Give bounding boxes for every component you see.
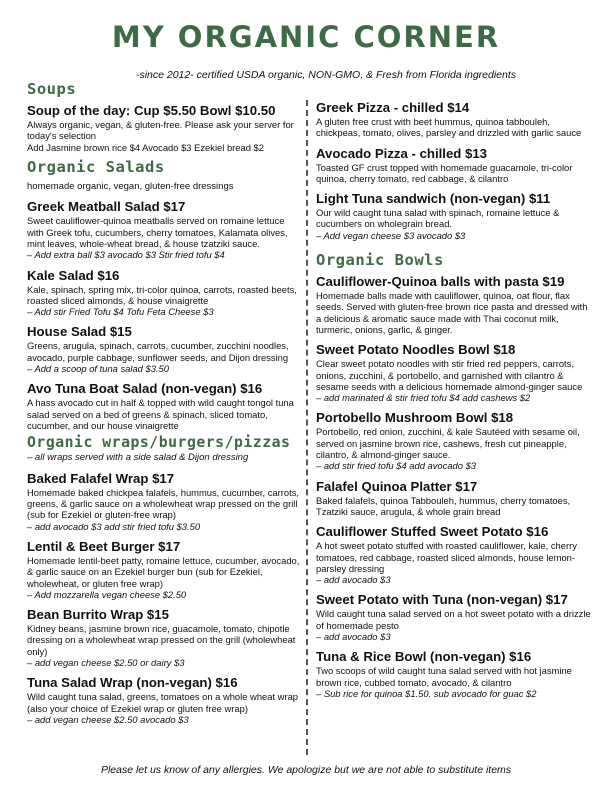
item-desc: Two scoops of wild caught tuna salad served with hot jasmine brown rice, cubbed tomato, avocado, & cilantro (316, 665, 572, 688)
menu-item (27, 471, 300, 532)
item-extra: – Sub rice for quinoa $1.50. sub avocado for guac $2 (316, 687, 537, 699)
item-name: Greek Meatball Salad $17 (27, 199, 186, 215)
menu-item (27, 103, 300, 153)
allergy-footer: Please let us know of any allergies. We apologize but we are not able to substitute items (100, 764, 512, 776)
menu-item (27, 324, 300, 374)
item-extra: – Add stir Fried Tofu $4 Tofu Feta Cheese $3 (27, 306, 214, 318)
item-desc: Wild caught tuna salad, greens, tomatoes on a whole wheat wrap (also your choice of Ezekiel wrap or gluten free wrap) (27, 691, 298, 714)
menu-item (27, 199, 300, 260)
item-name: Tuna & Rice Bowl (non-vegan) $16 (316, 649, 532, 665)
item-desc: Homemade balls made with cauliflower, quinoa, oat flour, flax seeds. Served with gluten-free brown rice pasta and dressed with a delicious & aromatic sauce made with Thai coconut milk, turmeric, onions, garlic, & ginger. (316, 290, 588, 335)
menu-item (316, 342, 591, 403)
item-desc: Our wild caught tuna salad with spinach, romaine lettuce & cucumbers on wholegrain bread. (316, 207, 560, 230)
menu-item (27, 268, 300, 318)
item-extra: – Add extra ball $3 avocado $3 Stir fried tofu $4 (27, 249, 225, 261)
item-name: House Salad $15 (27, 324, 132, 340)
item-name: Cauliflower-Quinoa balls with pasta $19 (316, 274, 565, 290)
item-desc: A gluten free crust with beet hummus, quinoa tabbouleh, chickpeas, tomato, olives, parsley and drizzled with garlic sauce (316, 116, 582, 139)
menu-item (316, 191, 591, 241)
bowls-heading: Organic Bowls (316, 251, 444, 270)
menu-item (316, 479, 591, 518)
item-extra: – Add mozzarella vegan cheese $2.50 (27, 588, 187, 600)
item-desc: A hass avocado cut in half & topped with wild caught tongol tuna salad served on a bed of greens & spinach, sliced tomato, cucumber, and our house vinaigrette (27, 397, 294, 431)
item-extra: – add avocado $3 (316, 631, 391, 643)
menu-item (316, 146, 591, 185)
item-desc: Toasted GF crust topped with homemade guacamole, tri-color quinoa, cherry tomato, red cabbage, & cilantro (316, 161, 573, 184)
item-name: Light Tuna sandwich (non-vegan) $11 (316, 191, 551, 207)
item-extra: – add stir fried tofu $4 add avocado $3 (316, 460, 477, 472)
item-extra: – add avocado $3 (316, 574, 391, 586)
item-extra: – Add a scoop of tuna salad $3.50 (27, 363, 169, 375)
menu-item (27, 539, 300, 600)
item-name: Sweet Potato Noodles Bowl $18 (316, 342, 516, 358)
item-name: Falafel Quinoa Platter $17 (316, 478, 478, 494)
item-extra: – add vegan cheese $2.50 or dairy $3 (27, 657, 185, 669)
item-extra: – add vegan cheese $2.50 avocado $3 (27, 713, 189, 725)
menu-item (316, 100, 591, 139)
item-desc: Wild caught tuna salad served on a hot sweet potato with a drizzle of homemade pesto (316, 608, 591, 631)
item-name: Soup of the day: Cup $5.50 Bowl $10.50 (27, 103, 276, 118)
right-column (316, 100, 591, 706)
item-desc: A hot sweet potato stuffed with roasted cauliflower, kale, cherry tomatoes, red cabbage, roasted sliced almonds, house lemon-parsley dressing (316, 540, 577, 574)
item-desc: Portobello, red onion, zucchini, & kale Sautéed with sesame oil, served on jasmine brown rice, cashews, fresh cut pineapple, cilantro, & almond-ginger sauce. (316, 426, 580, 461)
menu-title: MY ORGANIC CORNER (111, 20, 501, 54)
item-desc: Kale, spinach, spring mix, tri-color quinoa, carrots, roasted beets, roasted sliced almonds, & house vinaigrette (27, 283, 297, 306)
item-name: Bean Burrito Wrap $15 (27, 607, 169, 623)
salads-note: homemade organic, vegan, gluten-free dressings (27, 180, 234, 192)
salads-heading: Organic Salads (27, 157, 165, 176)
item-extra: – Add vegan cheese $3 avocado $3 (316, 229, 466, 241)
menu-item (316, 524, 591, 585)
left-column (27, 80, 300, 732)
item-name: Baked Falafel Wrap $17 (27, 470, 175, 486)
menu-item (316, 274, 591, 335)
item-desc: Homemade lentil-beet patty, romaine lettuce, cucumber, avocado, & garlic sauce on an Ezekiel burger bun (sub for Ezekiel, wholewheat, or gluten free wrap) (27, 554, 300, 589)
soups-heading: Soups (27, 80, 77, 98)
menu-item (27, 381, 300, 431)
item-name: Greek Pizza - chilled $14 (316, 100, 470, 115)
menu-item (316, 410, 591, 471)
column-divider (306, 100, 308, 755)
item-name: Lentil & Beet Burger $17 (27, 538, 181, 554)
item-name: Kale Salad $16 (27, 267, 120, 283)
tagline: -since 2012- certified USDA organic, NON-GMO, & Fresh from Florida ingredients (135, 69, 517, 81)
item-desc: Kidney beans, jasmine brown rice, guacamole, tomato, chipotle dressing on a wholewheat wrap pressed on the grill (wholewheat only) (27, 623, 296, 657)
wraps-heading: Organic wraps/burgers/pizzas (27, 434, 291, 452)
item-desc: Clear sweet potato noodles with stir fried red peppers, carrots, onions, zucchini, & portobello, and garnished with cilantro & sesame seeds with a delicious homemade almond-ginger sauce (316, 358, 583, 392)
item-extra: – add avocado $3 add stir fried tofu $3.50 (27, 520, 201, 532)
item-extra: Add Jasmine brown rice $4 Avocado $3 Ezekiel bread $2 (27, 141, 264, 153)
menu-item (27, 607, 300, 668)
item-desc: Homemade baked chickpea falafels, hummus, cucumber, carrots, greens, & garlic sauce on a wholewheat wrap pressed on the grill (sub for Ezekiel or gluten-free wrap) (27, 486, 299, 521)
item-name: Tuna Salad Wrap (non-vegan) $16 (27, 675, 238, 691)
item-name: Cauliflower Stuffed Sweet Potato $16 (316, 524, 549, 540)
wraps-note: – all wraps served with a side salad & Dijon dressing (27, 452, 249, 464)
item-desc: Sweet cauliflower-quinoa meatballs served on romaine lettuce with Greek tofu, cucumbers, cherry tomatoes, Kalamata olives, mint leaves, whole-wheat bread, & house tzatziki sauce. (27, 215, 288, 249)
item-name: Portobello Mushroom Bowl $18 (316, 410, 514, 426)
item-extra: – add marinated & stir fried tofu $4 add cashews $2 (316, 392, 531, 404)
menu-item (27, 675, 300, 725)
item-name: Avocado Pizza - chilled $13 (316, 145, 488, 161)
item-desc: Greens, arugula, spinach, carrots, cucumber, zucchini noodles, avocado, purple cabbage, sunflower seeds, and Dijon dressing (27, 340, 289, 363)
item-name: Sweet Potato with Tuna (non-vegan) $17 (316, 592, 568, 608)
item-desc: Baked falafels, quinoa Tabbouleh, hummus, cherry tomatoes, Tzatziki sauce, arugula, & whole grain bread (316, 494, 571, 517)
menu-item (316, 592, 591, 642)
menu-item (316, 649, 591, 699)
item-name: Avo Tuna Boat Salad (non-vegan) $16 (27, 381, 263, 397)
item-desc: Always organic, vegan, & gluten-free. Please ask your server for today's selection (27, 119, 294, 142)
